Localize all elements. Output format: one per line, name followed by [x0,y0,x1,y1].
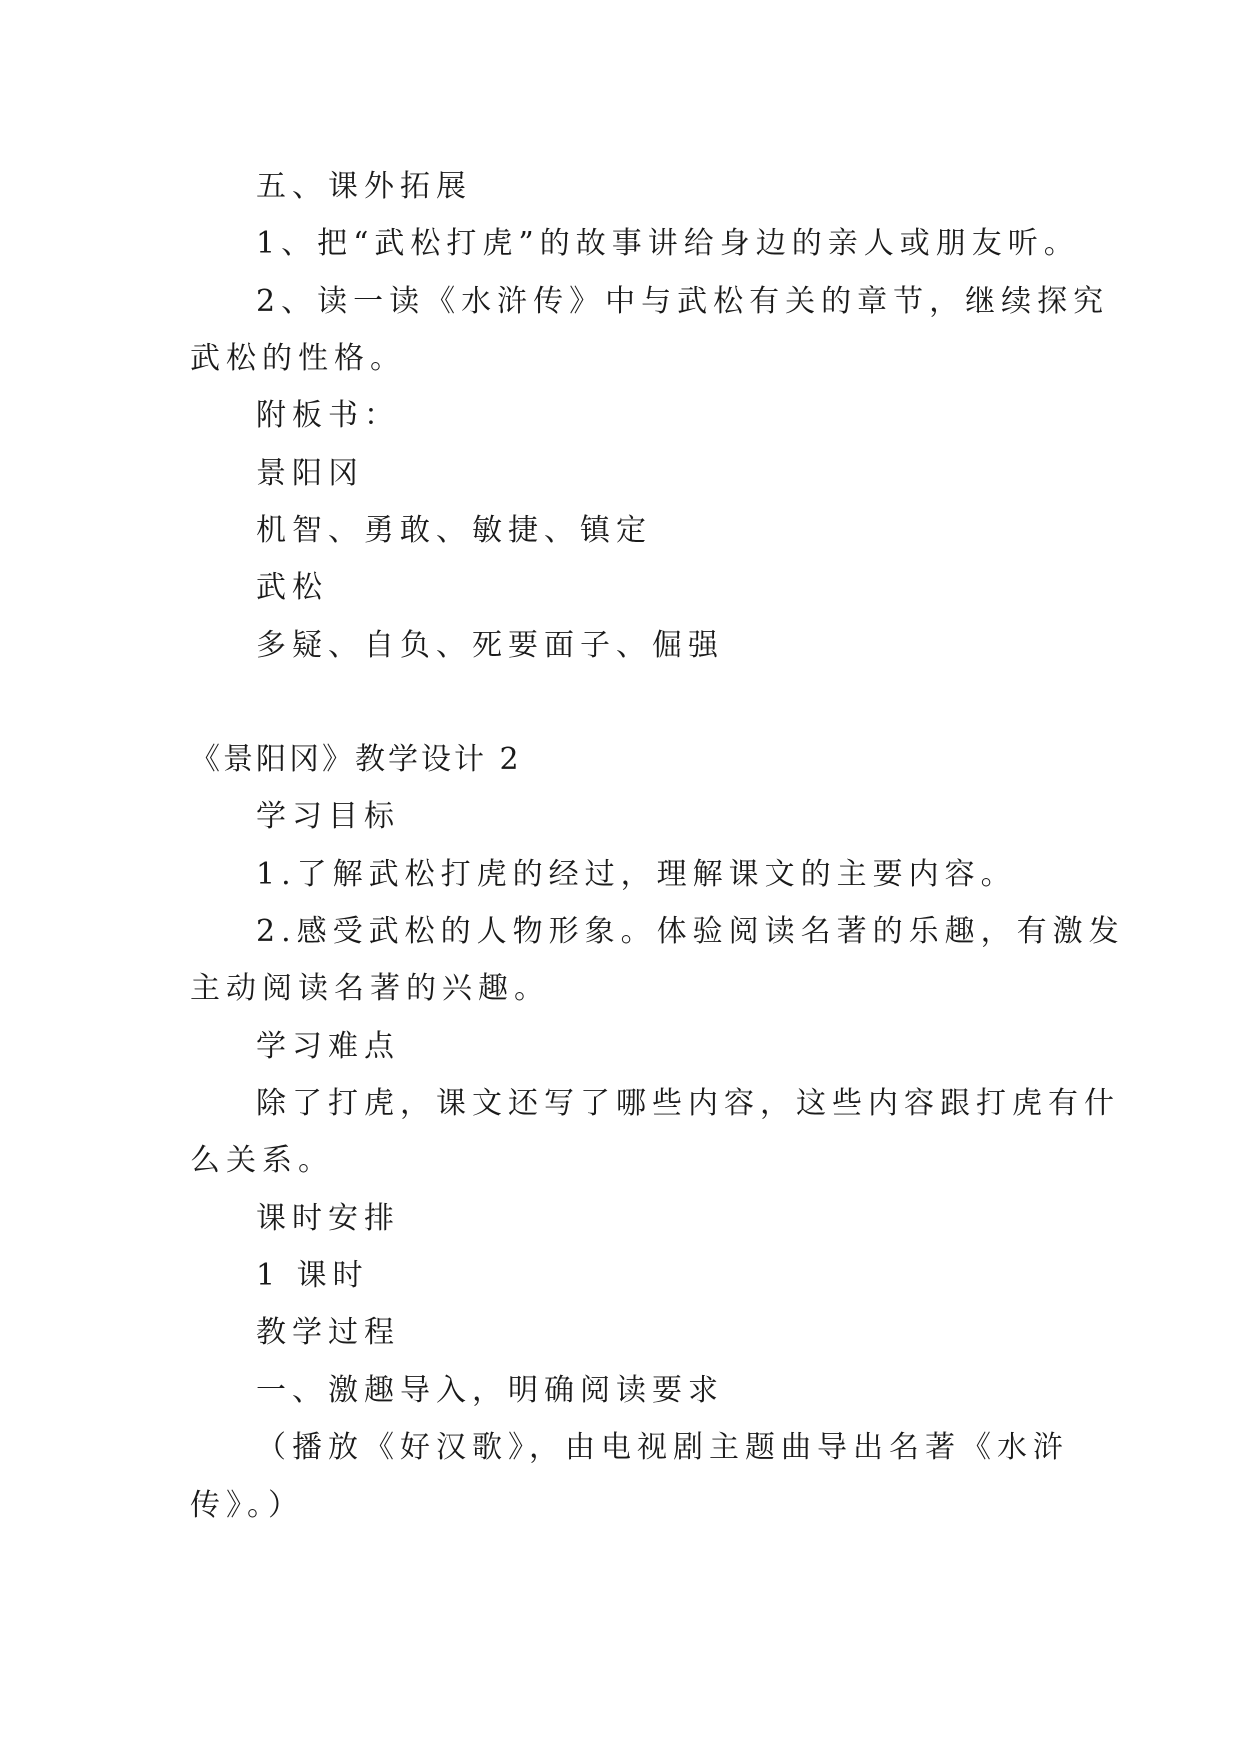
section-heading: 五、课外拓展 [256,169,472,204]
step-heading: 一、激趣导入，明确阅读要求 [256,1373,724,1408]
step-text-continued: 传》。） [190,1488,304,1523]
section-heading: 教学过程 [256,1315,400,1350]
blackboard-line: 景阳冈 [256,456,364,491]
extension-item-1: 1、把“武松打虎”的故事讲给身边的亲人或朋友听。 [256,226,1080,261]
section-heading: 课时安排 [256,1201,400,1236]
extension-item-2-continued: 武松的性格。 [190,341,406,376]
blackboard-line: 机智、勇敢、敏捷、镇定 [256,513,652,548]
difficulty-text-continued: 么关系。 [190,1143,334,1178]
goal-item-1: 1.了解武松打虎的经过，理解课文的主要内容。 [256,857,1017,892]
extension-item-2: 2、读一读《水浒传》中与武松有关的章节，继续探究 [256,284,1110,319]
section-heading: 学习难点 [256,1029,400,1064]
schedule-value: 1 课时 [256,1258,369,1293]
blackboard-line: 武松 [256,570,328,605]
difficulty-text: 除了打虎，课文还写了哪些内容，这些内容跟打虎有什 [256,1086,1120,1121]
document-title: 《景阳冈》教学设计 2 [190,742,522,777]
goal-item-2-continued: 主动阅读名著的兴趣。 [190,971,550,1006]
section-heading: 学习目标 [256,799,400,834]
blackboard-line: 多疑、自负、死要面子、倔强 [256,628,724,663]
step-text: （播放《好汉歌》，由电视剧主题曲导出名著《水浒 [256,1430,1069,1465]
blackboard-label: 附板书： [256,398,400,433]
goal-item-2: 2.感受武松的人物形象。体验阅读名著的乐趣，有激发 [256,914,1125,949]
